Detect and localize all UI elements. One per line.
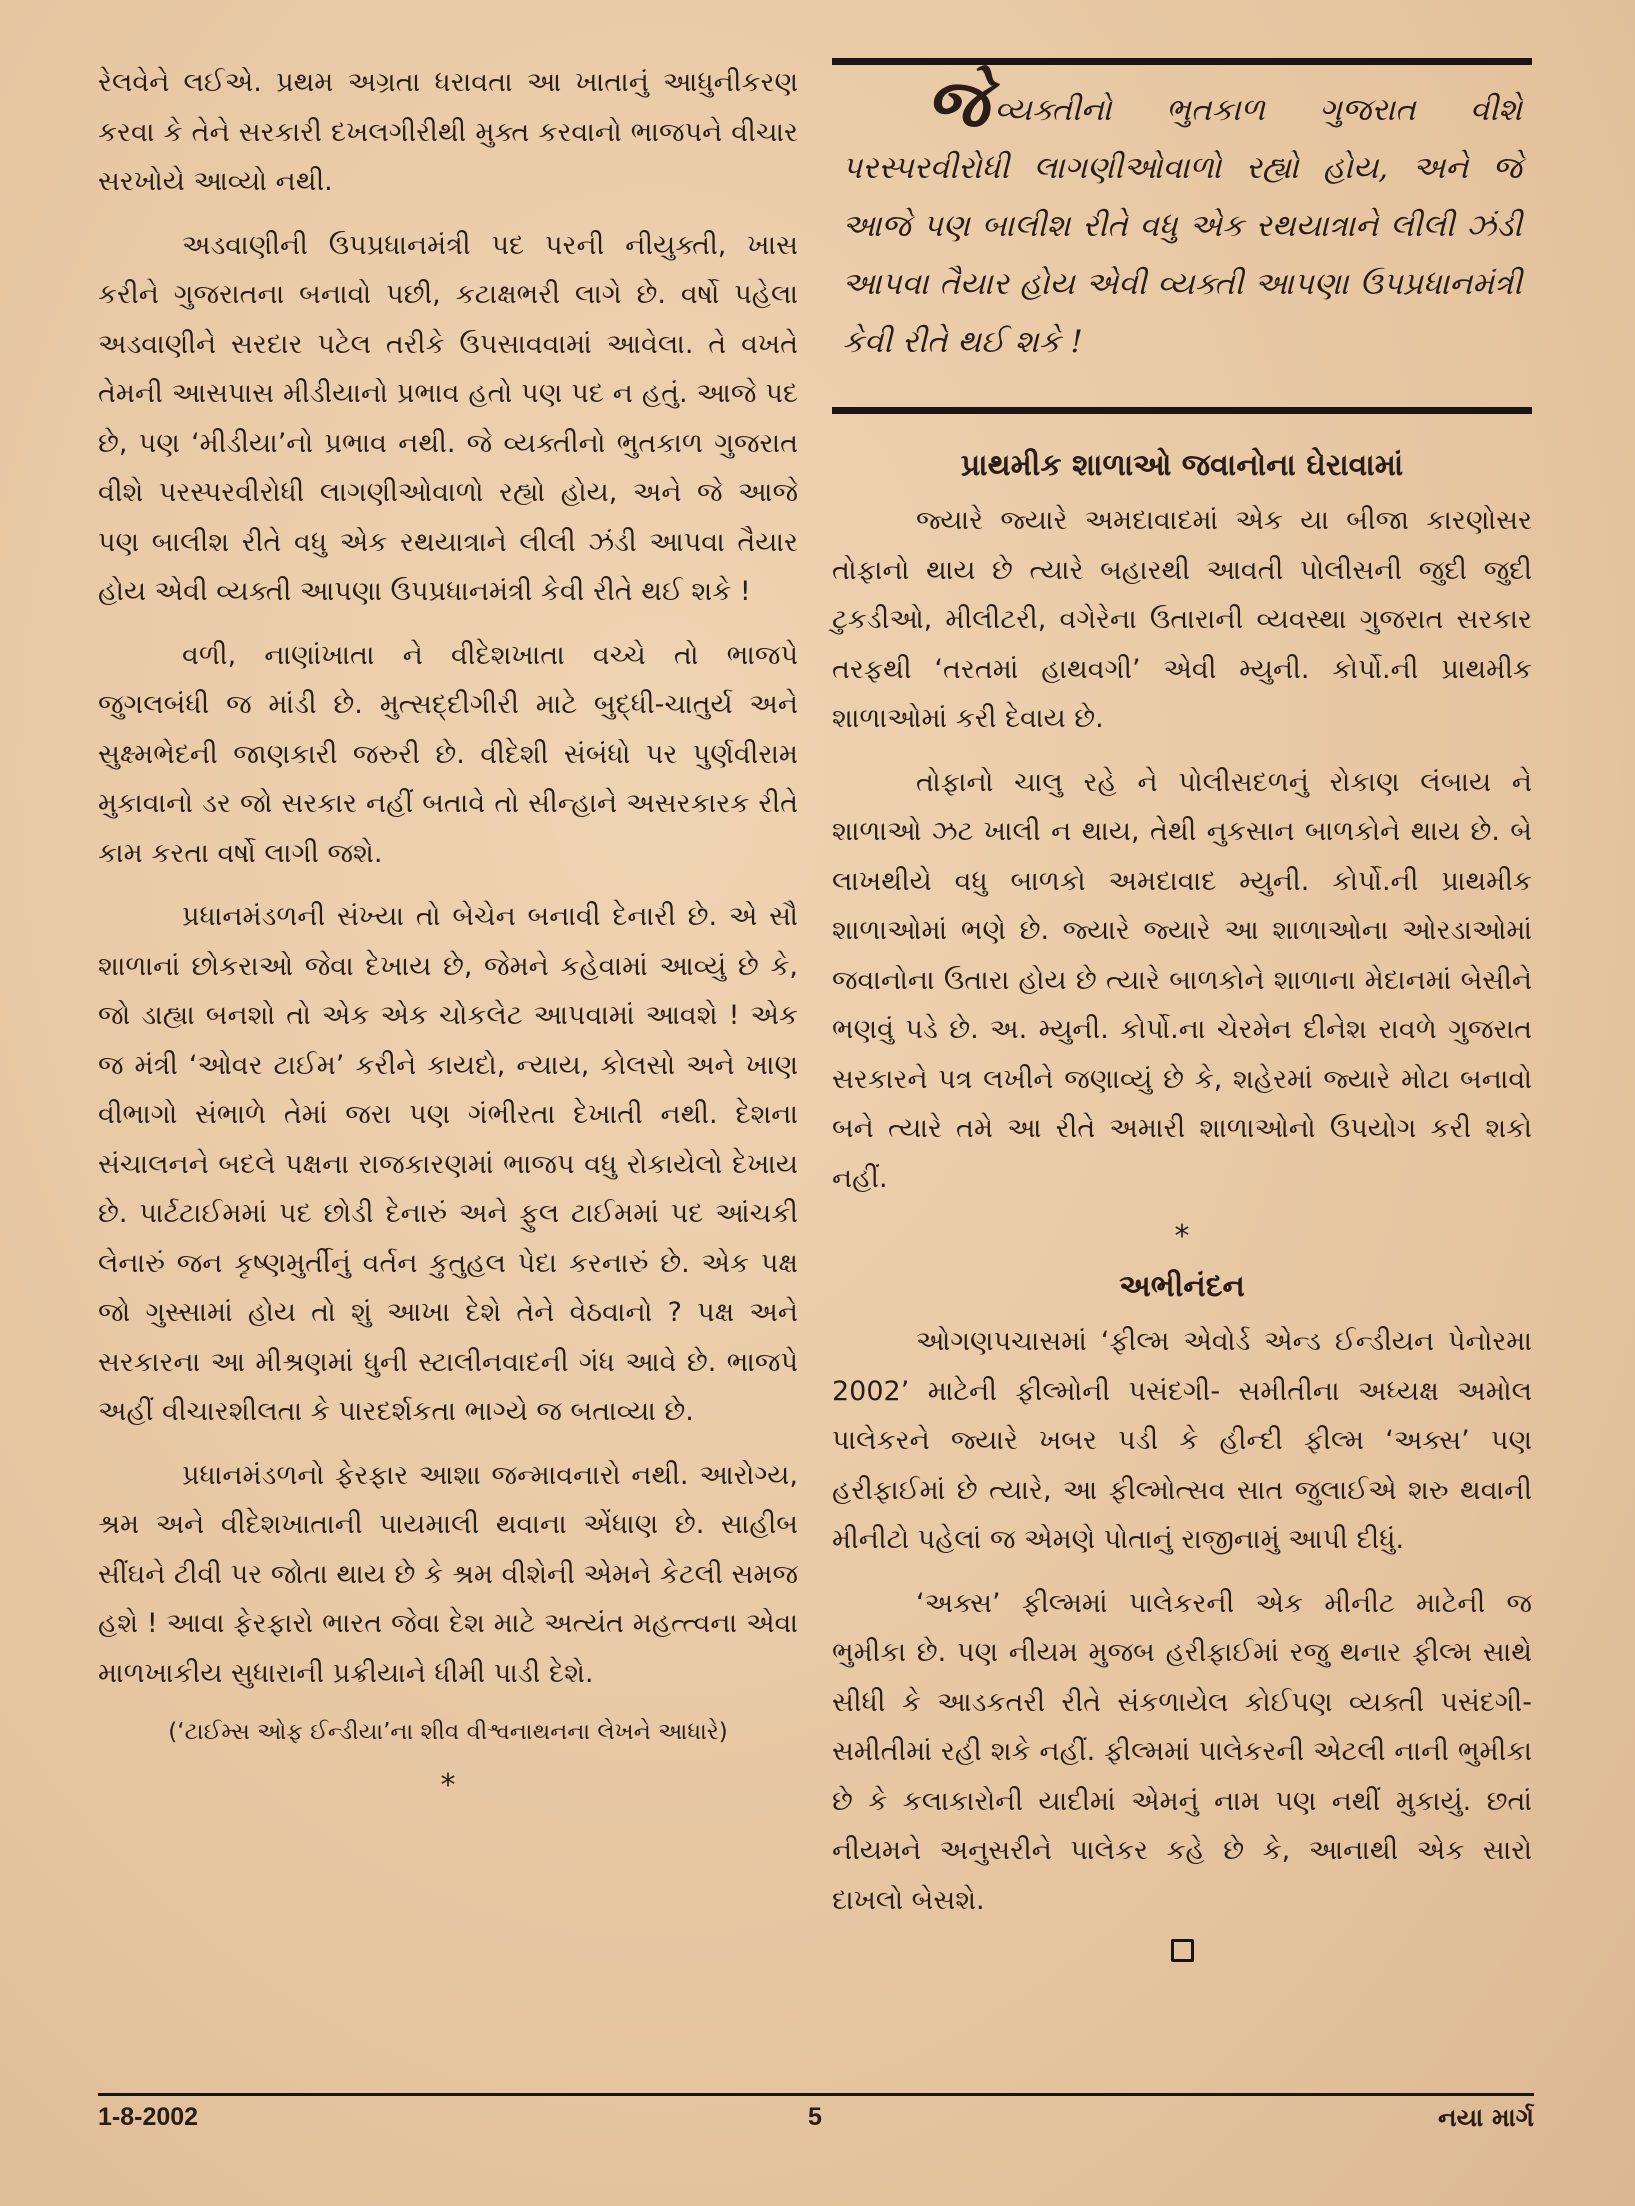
section-heading-schools: પ્રાથમીક શાળાઓ જવાનોના ઘેરાવામાં — [960, 448, 1404, 483]
article-paragraph: પ્રધાનમંડળનો ફેરફાર આશા જન્માવનારો નથી. આરોગ્ય, શ્રમ અને વીદેશખાતાની પાયમાલી થવાના એંધાણ છે. સાહીબ સીંઘને ટીવી પર જોતા થાય છે કે શ્રમ વીશેની એમને કેટલી સમજ હશે ! આવા ફેરફારો ભારત જેવા દેશ માટે અત્યંત મહત્ત્વના એવા માળખાકીય સુધારાની પ્રક્રીયાને ધીમી પાડી દેશે. — [98, 1459, 798, 1689]
pull-quote — [832, 64, 1532, 371]
section-separator-asterisk: * — [1174, 1219, 1190, 1254]
end-mark — [832, 1939, 1532, 1962]
pull-quote-box — [832, 58, 1532, 414]
article-paragraph: વળી, નાણાંખાતા ને વીદેશખાતા વચ્ચે તો ભાજપે જુગલબંધી જ માંડી છે. મુત્સદ્દીગીરી માટે બુદ્ધી-ચાતુર્ય અને સુક્ષ્મભેદની જાણકારી જરુરી છે. વીદેશી સંબંધો પર પુર્ણવીરામ મુકાવાનો ડર જો સરકાર નહીં બતાવે તો સીન્હાને અસરકારક રીતે કામ કરતા વર્ષો લાગી જશે. — [98, 639, 798, 869]
section-heading-congratulations: અભીનંદન — [1119, 1269, 1245, 1304]
article-paragraph: ઓગણપચાસમાં ‘ફીલ્મ એવોર્ડ એન્ડ ઈન્ડીયન પેનોરમા 2002’ માટેની ફીલ્મોની પસંદગી- સમીતીના અધ્યક્ષ અમોલ પાલેકરને જ્યારે ખબર પડી કે હીન્દી ફીલ્મ ‘અક્સ’ પણ હરીફાઈમાં છે ત્યારે, આ ફીલ્મોત્સવ સાત જુલાઈએ શરુ થવાની મીનીટો પહેલાં જ એમણે પોતાનું રાજીનામું આપી દીધું. — [832, 1326, 1532, 1555]
end-asterisk: * — [440, 1768, 456, 1803]
article-paragraph: અડવાણીની ઉપપ્રધાનમંત્રી પદ પરની નીયુક્તી, ખાસ કરીને ગુજરાતના બનાવો પછી, કટાક્ષભરી લાગે છે. વર્ષો પહેલા અડવાણીને સરદાર પટેલ તરીકે ઉપસાવવામાં આવેલા. તે વખતે તેમની આસપાસ મીડીયાનો પ્રભાવ હતો પણ પદ ન હતું. આજે પદ છે, પણ ‘મીડીયા’નો પ્રભાવ નથી. જે વ્યક્તીનો ભુતકાળ ગુજરાત વીશે પરસ્પરવીરોધી લાગણીઓવાળો રહ્યો હોય, અને જે આજે પણ બાલીશ રીતે વધુ એક રથયાત્રાને લીલી ઝંડી આપવા તૈયાર હોય એવી વ્યક્તી આપણા ઉપપ્રધાનમંત્રી કેવી રીતે થઈ શકે ! — [98, 229, 798, 607]
end-box-icon — [1171, 1939, 1194, 1962]
right-column — [832, 58, 1532, 1962]
article-paragraph: પ્રધાનમંડળની સંખ્યા તો બેચેન બનાવી દેનારી છે. એ સૌ શાળાનાં છોકરાઓ જેવા દેખાય છે, જેમને કહેવામાં આવ્યું છે કે, જો ડાહ્યા બનશો તો એક એક ચોકલેટ આપવામાં આવશે ! એક જ મંત્રી ‘ઓવર ટાઈમ’ કરીને કાયદો, ન્યાય, કોલસો અને ખાણ વીભાગો સંભાળે તેમાં જરા પણ ગંભીરતા દેખાતી નથી. દેશના સંચાલનને બદલે પક્ષના રાજકારણમાં ભાજપ વધુ રોકાયેલો દેખાય છે. પાર્ટટાઈમમાં પદ છોડી દેનારું અને ફુલ ટાઈમમાં પદ આંચકી લેનારું જન કૃષ્ણમુર્તીનું વર્તન કુતુહલ પેદા કરનારું છે. એક પક્ષ જો ગુસ્સામાં હોય તો શું આખા દેશે તેને વેઠવાનો ? પક્ષ અને સરકારના આ મીશ્રણમાં ધુની સ્ટાલીનવાદની ગંધ આવે છે. ભાજપે અહીં વીચારશીલતા કે પારદર્શકતા ભાગ્યે જ બતાવ્યા છે. — [98, 901, 798, 1427]
pull-quote-dropcap: જે — [926, 64, 989, 142]
article-paragraph: રેલવેને લઈએ. પ્રથમ અગ્રતા ધરાવતા આ ખાતાનું આધુનીકરણ કરવા કે તેને સરકારી દખલગીરીથી મુક્ત કરવાનો ભાજપને વીચાર સરખોયે આવ્યો નથી. — [98, 67, 798, 197]
left-column — [98, 58, 798, 1806]
article-paragraph: જ્યારે જ્યારે અમદાવાદમાં એક યા બીજા કારણોસર તોફાનો થાય છે ત્યારે બહારથી આવતી પોલીસની જુદી જુદી ટુકડીઓ, મીલીટરી, વગેરેના ઉતારાની વ્યવસ્થા ગુજરાત સરકાર તરફથી ‘તરતમાં હાથવગી’ એવી મ્યુની. કોર્પો.ની પ્રાથમીક શાળાઓમાં કરી દેવાય છે. — [832, 505, 1532, 734]
footer-rule — [98, 2093, 1534, 2096]
footer-publication-name: નયા માર્ગ — [1438, 2103, 1534, 2132]
article-paragraph: તોફાનો ચાલુ રહે ને પોલીસદળનું રોકાણ લંબાય ને શાળાઓ ઝટ ખાલી ન થાય, તેથી નુકસાન બાળકોને થાય છે. બે લાખથીયે વધુ બાળકો અમદાવાદ મ્યુની. કોર્પો.ની પ્રાથમીક શાળાઓમાં ભણે છે. જ્યારે જ્યારે આ શાળાઓના ઓરડાઓમાં જવાનોના ઉતારા હોય છે ત્યારે બાળકોને શાળાના મેદાનમાં બેસીને ભણવું પડે છે. અ. મ્યુની. કોર્પો.ના ચેરમેન દીનેશ રાવળે ગુજરાત સરકારને પત્ર લખીને જણાવ્યું છે કે, શહેરમાં જ્યારે મોટા બનાવો બને ત્યારે તમે આ રીતે અમારી શાળાઓનો ઉપયોગ કરી શકો નહીં. — [832, 766, 1532, 1194]
article-source: (‘ટાઈમ્સ ઓફ ઈન્ડીયા’ના શીવ વીશ્વનાથનના લેખને આધારે) — [168, 1719, 728, 1745]
footer-date: 1-8-2002 — [98, 2103, 199, 2131]
article-paragraph: ‘અક્સ’ ફીલ્મમાં પાલેકરની એક મીનીટ માટેની જ ભુમીકા છે. પણ નીયમ મુજબ હરીફાઈમાં રજુ થનાર ફીલ્મ સાથે સીધી કે આડકતરી રીતે સંકળાયેલ કોઈપણ વ્યક્તી પસંદગી- સમીતીમાં રહી શકે નહીં. ફીલ્મમાં પાલેકરની એટલી નાની ભુમીકા છે કે કલાકારોની યાદીમાં એમનું નામ પણ નથીં મુકાયું. છતાં નીયમને અનુસરીને પાલેકર કહે છે કે, આનાથી એક સારો દાખલો બેસશે. — [832, 1587, 1532, 1916]
footer-page-number: 5 — [808, 2103, 822, 2131]
pull-quote-text: વ્યક્તીનો ભુતકાળ ગુજરાત વીશે પરસ્પરવીરોધી લાગણીઓવાળો રહ્યો હોય, અને જે આજે પણ બાલીશ રીતે વધુ એક રથયાત્રાને લીલી ઝંડી આપવા તૈયાર હોય એવી વ્યક્તી આપણા ઉપપ્રધાનમંત્રી કેવી રીતે થઈ શકે ! — [842, 92, 1522, 360]
